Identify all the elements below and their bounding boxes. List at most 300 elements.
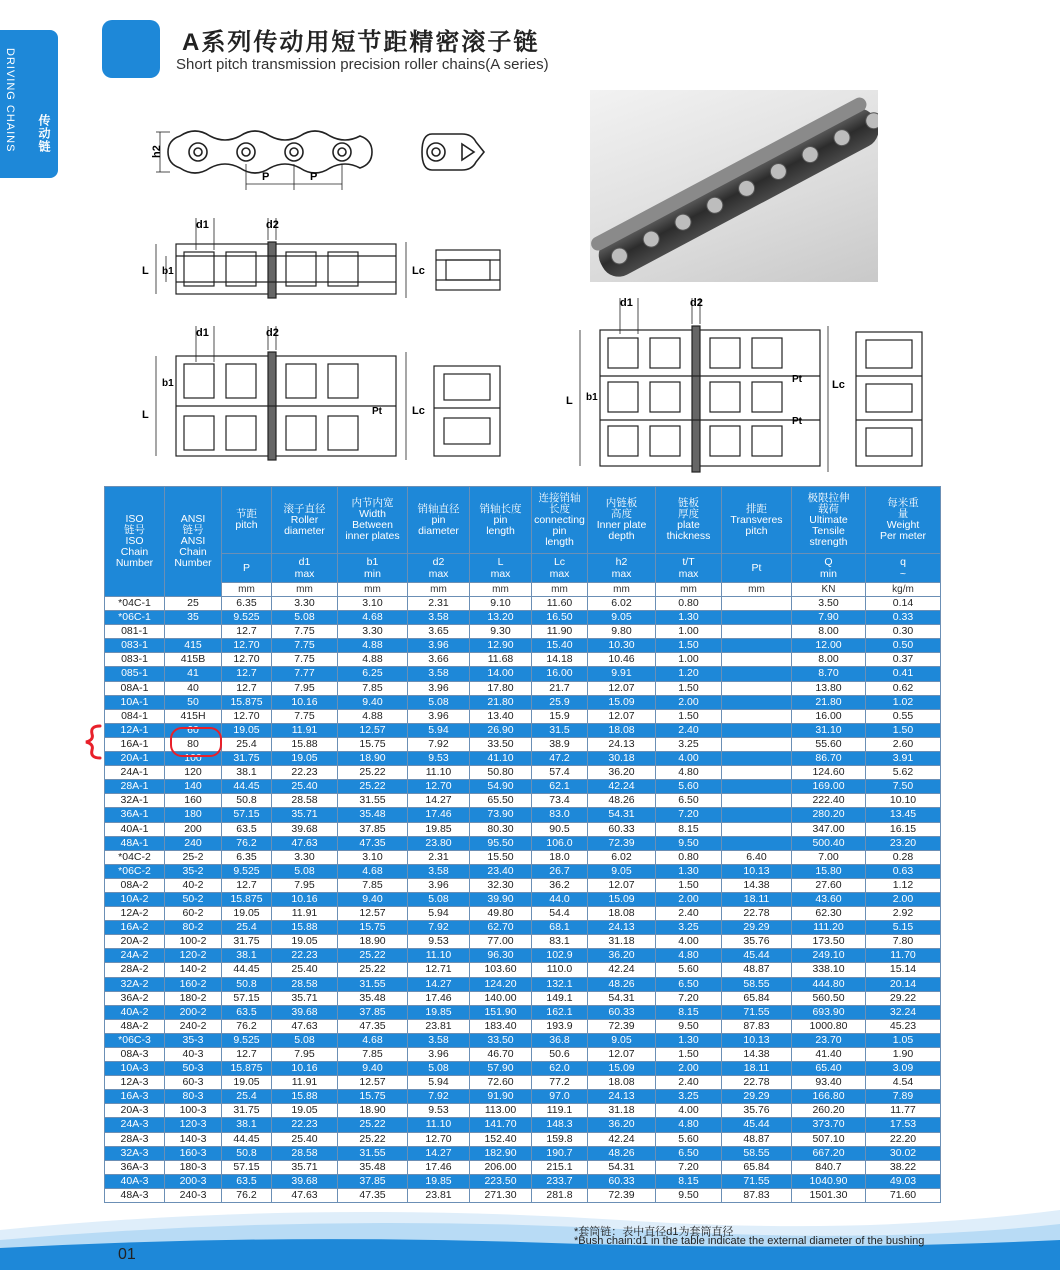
table-row [105, 1048, 941, 1062]
table-cell: 7.92 [408, 1090, 470, 1104]
table-cell: 7.95 [272, 681, 338, 695]
table-cell: 10A-2 [105, 892, 165, 906]
table-cell: 50.6 [532, 1048, 588, 1062]
table-cell: 26.90 [470, 723, 532, 737]
table-cell: 12.07 [588, 878, 656, 892]
label-lc-a: Lc [412, 265, 425, 277]
table-cell: 45.44 [722, 949, 792, 963]
table-cell: 8.00 [792, 653, 866, 667]
label-p2: P [310, 171, 318, 183]
table-cell: 24.13 [588, 737, 656, 751]
table-cell: 3.25 [656, 921, 722, 935]
table-cell: 1501.30 [792, 1188, 866, 1202]
unit-l: mm [470, 583, 532, 597]
sym-d1-text: d1 max [294, 556, 315, 580]
table-cell: 54.31 [588, 991, 656, 1005]
table-cell: 15.09 [588, 892, 656, 906]
table-cell: 57.15 [222, 991, 272, 1005]
table-cell: 260.20 [792, 1104, 866, 1118]
table-cell: 31.55 [338, 794, 408, 808]
table-cell: 2.92 [866, 907, 941, 921]
table-cell: 11.70 [866, 949, 941, 963]
label-b1-a: b1 [162, 266, 174, 277]
table-cell: 25.40 [272, 963, 338, 977]
table-cell: 6.50 [656, 1146, 722, 1160]
table-cell: 62.0 [532, 1062, 588, 1076]
table-cell: 42.24 [588, 780, 656, 794]
table-cell: 14.00 [470, 667, 532, 681]
table-cell: 1.50 [866, 723, 941, 737]
table-cell: 18.11 [722, 892, 792, 906]
table-row [105, 1005, 941, 1019]
table-cell: 65.84 [722, 1160, 792, 1174]
table-cell: 7.95 [272, 878, 338, 892]
table-cell: 0.50 [866, 639, 941, 653]
table-cell: 24A-3 [105, 1118, 165, 1132]
table-cell: 23.20 [866, 836, 941, 850]
table-cell: 149.1 [532, 991, 588, 1005]
table-cell [722, 681, 792, 695]
table-cell: 72.39 [588, 1188, 656, 1202]
table-cell: 15.75 [338, 921, 408, 935]
chain-spec-table [104, 486, 941, 1203]
header-pin-length [470, 487, 532, 554]
unit-d2: mm [408, 583, 470, 597]
table-cell: 124.60 [792, 766, 866, 780]
table-cell: 68.1 [532, 921, 588, 935]
table-cell: 12.70 [222, 639, 272, 653]
header-tensile-text: 极限拉伸 载荷 Ultimate Tensile strength [807, 491, 850, 548]
table-cell: 77.2 [532, 1076, 588, 1090]
table-cell: 62.30 [792, 907, 866, 921]
table-cell: 29.29 [722, 1090, 792, 1104]
table-cell: 4.54 [866, 1076, 941, 1090]
table-row [105, 737, 941, 751]
table-cell: 40-2 [165, 878, 222, 892]
table-cell: 132.1 [532, 977, 588, 991]
table-cell: 13.80 [792, 681, 866, 695]
table-cell: 57.15 [222, 808, 272, 822]
sym-b1-text: b1 min [364, 556, 381, 580]
table-cell: 9.05 [588, 1033, 656, 1047]
table-cell: 124.20 [470, 977, 532, 991]
table-row [105, 1132, 941, 1146]
table-cell: 13.40 [470, 709, 532, 723]
table-cell: 40-3 [165, 1048, 222, 1062]
double-strand-top-diagram [136, 322, 516, 470]
table-cell: 15.09 [588, 695, 656, 709]
table-cell: 50-3 [165, 1062, 222, 1076]
table-cell: 80 [165, 737, 222, 751]
table-cell: 3.96 [408, 709, 470, 723]
table-cell: 667.20 [792, 1146, 866, 1160]
table-cell: 0.30 [866, 625, 941, 639]
table-cell: 35.48 [338, 808, 408, 822]
table-cell: 47.63 [272, 836, 338, 850]
table-cell: 100-2 [165, 935, 222, 949]
table-cell: 2.00 [866, 892, 941, 906]
table-cell: 36.20 [588, 1118, 656, 1132]
table-cell: 3.50 [792, 597, 866, 611]
table-cell: 17.46 [408, 808, 470, 822]
table-cell: 3.25 [656, 1090, 722, 1104]
table-cell: 40A-3 [105, 1174, 165, 1188]
table-row [105, 1174, 941, 1188]
table-row [105, 1146, 941, 1160]
table-cell: 2.40 [656, 723, 722, 737]
table-cell: 8.00 [792, 625, 866, 639]
table-cell: 25.22 [338, 1132, 408, 1146]
footnote-cn: *套筒链：表中直径d1为套筒直径 [574, 1226, 734, 1238]
table-cell: 200 [165, 822, 222, 836]
table-row [105, 625, 941, 639]
table-cell: 5.08 [272, 611, 338, 625]
table-cell: 7.92 [408, 737, 470, 751]
table-row [105, 723, 941, 737]
table-cell: 15.875 [222, 892, 272, 906]
table-cell: 081-1 [105, 625, 165, 639]
table-cell: 166.80 [792, 1090, 866, 1104]
table-cell: 0.28 [866, 850, 941, 864]
table-cell: 11.10 [408, 1118, 470, 1132]
table-cell: 1.12 [866, 878, 941, 892]
table-cell: 1.50 [656, 639, 722, 653]
table-cell: 1.90 [866, 1048, 941, 1062]
table-cell: 38.1 [222, 766, 272, 780]
table-cell: 1.30 [656, 1033, 722, 1047]
table-cell: 23.80 [408, 836, 470, 850]
table-cell: 50 [165, 695, 222, 709]
table-cell: 28.58 [272, 794, 338, 808]
sym-t-text: t/T max [678, 556, 699, 580]
table-row [105, 1033, 941, 1047]
table-cell: 71.60 [866, 1188, 941, 1202]
table-cell: 16.00 [792, 709, 866, 723]
table-cell: 840.7 [792, 1160, 866, 1174]
table-cell: 95.50 [470, 836, 532, 850]
table-cell: 12.7 [222, 667, 272, 681]
table-cell: 25.4 [222, 921, 272, 935]
table-cell: 16.00 [532, 667, 588, 681]
table-cell [722, 639, 792, 653]
label-d1-c: d1 [620, 297, 633, 309]
table-cell: 40A-1 [105, 822, 165, 836]
table-cell: 31.75 [222, 935, 272, 949]
table-cell: 93.40 [792, 1076, 866, 1090]
table-cell: 32A-1 [105, 794, 165, 808]
table-cell: 31.55 [338, 1146, 408, 1160]
table-cell: 1.00 [656, 625, 722, 639]
header-plate-depth-text: 内链板 高度 Inner plate depth [596, 497, 647, 542]
table-cell: 39.68 [272, 1174, 338, 1188]
side-tab-cn: 传动链 [37, 114, 51, 153]
table-cell: 14.27 [408, 794, 470, 808]
table-cell: 12.7 [222, 878, 272, 892]
table-cell: 14.38 [722, 878, 792, 892]
table-cell: 3.09 [866, 1062, 941, 1076]
table-cell: 11.91 [272, 1076, 338, 1090]
table-cell: 73.4 [532, 794, 588, 808]
table-cell: 102.9 [532, 949, 588, 963]
table-cell: 23.81 [408, 1019, 470, 1033]
table-cell: 35 [165, 611, 222, 625]
table-cell: 9.80 [588, 625, 656, 639]
table-cell: 7.75 [272, 625, 338, 639]
table-cell: 38.1 [222, 949, 272, 963]
table-cell: 08A-3 [105, 1048, 165, 1062]
table-cell: 44.45 [222, 963, 272, 977]
table-cell: 63.5 [222, 822, 272, 836]
table-cell [722, 709, 792, 723]
highlight-circle [170, 727, 222, 757]
table-row [105, 836, 941, 850]
table-cell: 160 [165, 794, 222, 808]
table-row [105, 935, 941, 949]
table-cell: 3.66 [408, 653, 470, 667]
table-cell: 20A-1 [105, 752, 165, 766]
table-cell [722, 625, 792, 639]
table-cell: 23.81 [408, 1188, 470, 1202]
header-iso-text: ISO 链号 ISO Chain Number [115, 513, 154, 569]
table-cell: 36.2 [532, 878, 588, 892]
table-cell: 24A-2 [105, 949, 165, 963]
table-cell: *06C-2 [105, 864, 165, 878]
table-cell: 48.26 [588, 977, 656, 991]
table-cell: 14.27 [408, 977, 470, 991]
table-cell: 48A-1 [105, 836, 165, 850]
table-cell: 1040.90 [792, 1174, 866, 1188]
table-cell: 25.4 [222, 1090, 272, 1104]
table-cell: 25.9 [532, 695, 588, 709]
table-cell: 1.02 [866, 695, 941, 709]
table-cell: 36.20 [588, 949, 656, 963]
table-cell: 50.8 [222, 977, 272, 991]
table-cell: 25.22 [338, 1118, 408, 1132]
unit-weight: kg/m [866, 583, 941, 597]
table-row [105, 822, 941, 836]
table-cell: 0.41 [866, 667, 941, 681]
label-b1-b: b1 [162, 378, 174, 389]
table-cell: 5.60 [656, 1132, 722, 1146]
table-cell: 28A-2 [105, 963, 165, 977]
table-cell: 50.8 [222, 1146, 272, 1160]
table-cell: 58.55 [722, 977, 792, 991]
table-cell: 3.25 [656, 737, 722, 751]
table-cell: 1.50 [656, 681, 722, 695]
table-cell: 12.7 [222, 1048, 272, 1062]
table-cell: 4.80 [656, 949, 722, 963]
table-cell: 37.85 [338, 822, 408, 836]
table-cell: 08A-1 [105, 681, 165, 695]
table-row [105, 907, 941, 921]
table-cell: 18.11 [722, 1062, 792, 1076]
table-cell [722, 836, 792, 850]
table-cell: 60 [165, 723, 222, 737]
table-cell: 10.16 [272, 695, 338, 709]
table-cell: 76.2 [222, 836, 272, 850]
table-cell: 9.05 [588, 864, 656, 878]
table-cell: 560.50 [792, 991, 866, 1005]
table-cell: 72.60 [470, 1076, 532, 1090]
table-cell: 25.22 [338, 949, 408, 963]
table-cell: 39.90 [470, 892, 532, 906]
table-cell: 0.14 [866, 597, 941, 611]
unit-pt: mm [722, 583, 792, 597]
chain-side-diagram [150, 118, 380, 198]
table-cell: 4.80 [656, 1118, 722, 1132]
table-cell: 50-2 [165, 892, 222, 906]
table-cell: 19.05 [272, 1104, 338, 1118]
sym-q-text: Q min [820, 556, 837, 580]
table-cell: 271.30 [470, 1188, 532, 1202]
label-l-c: L [566, 395, 573, 407]
label-l-a: L [142, 265, 149, 277]
table-cell: 20A-3 [105, 1104, 165, 1118]
table-cell: 7.00 [792, 850, 866, 864]
header-tensile [792, 487, 866, 554]
table-cell: 3.58 [408, 667, 470, 681]
table-cell: 12.70 [222, 709, 272, 723]
table-cell: 173.50 [792, 935, 866, 949]
header-iso [105, 487, 165, 597]
table-cell: 507.10 [792, 1132, 866, 1146]
table-row [105, 766, 941, 780]
table-row [105, 1118, 941, 1132]
table-cell: 72.39 [588, 836, 656, 850]
table-cell: 106.0 [532, 836, 588, 850]
table-cell [722, 737, 792, 751]
table-cell: 21.80 [792, 695, 866, 709]
table-cell: 6.35 [222, 850, 272, 864]
table-cell: 45.23 [866, 1019, 941, 1033]
unit-t: mm [656, 583, 722, 597]
table-cell: 120-3 [165, 1118, 222, 1132]
table-row [105, 794, 941, 808]
table-cell: 73.90 [470, 808, 532, 822]
table-cell: 347.00 [792, 822, 866, 836]
table-cell: 223.50 [470, 1174, 532, 1188]
side-tab-en: DRIVING CHAINS [4, 48, 16, 153]
table-cell: 29.29 [722, 921, 792, 935]
table-cell: 28A-3 [105, 1132, 165, 1146]
table-cell: 22.78 [722, 1076, 792, 1090]
table-cell: 11.10 [408, 949, 470, 963]
table-cell: 25 [165, 597, 222, 611]
table-cell: 9.50 [656, 836, 722, 850]
header-roller-text: 滚子直径 Roller diameter [283, 502, 326, 537]
table-cell: 2.00 [656, 695, 722, 709]
table-cell: 35.76 [722, 935, 792, 949]
table-cell: 2.00 [656, 892, 722, 906]
single-strand-top-diagram [136, 214, 516, 314]
table-cell: 65.40 [792, 1062, 866, 1076]
table-cell: 110.0 [532, 963, 588, 977]
table-cell: 17.53 [866, 1118, 941, 1132]
table-cell: 11.68 [470, 653, 532, 667]
table-cell: 30.02 [866, 1146, 941, 1160]
table-cell: 12A-2 [105, 907, 165, 921]
table-cell: 7.75 [272, 709, 338, 723]
header-plate-depth [588, 487, 656, 554]
table-cell: 33.50 [470, 1033, 532, 1047]
table-cell [722, 766, 792, 780]
table-cell: 6.40 [722, 850, 792, 864]
table-cell: 08A-2 [105, 878, 165, 892]
table-cell: 8.15 [656, 1174, 722, 1188]
table-cell: 19.85 [408, 1005, 470, 1019]
table-cell: 28.58 [272, 977, 338, 991]
table-cell: 12A-3 [105, 1076, 165, 1090]
table-cell: 084-1 [105, 709, 165, 723]
sym-t [656, 554, 722, 583]
table-cell: 3.96 [408, 681, 470, 695]
table-cell: 9.525 [222, 864, 272, 878]
table-cell: 62.1 [532, 780, 588, 794]
table-row [105, 864, 941, 878]
table-cell: 693.90 [792, 1005, 866, 1019]
table-cell: 169.00 [792, 780, 866, 794]
table-cell: 15.40 [532, 639, 588, 653]
table-cell: 15.88 [272, 1090, 338, 1104]
table-cell [722, 794, 792, 808]
page-title-en: Short pitch transmission precision roller chains(A series) [176, 56, 549, 73]
table-cell: 71.55 [722, 1174, 792, 1188]
table-cell: 11.77 [866, 1104, 941, 1118]
table-cell: 140.00 [470, 991, 532, 1005]
table-cell: 190.7 [532, 1146, 588, 1160]
table-cell: 11.10 [408, 766, 470, 780]
table-cell: 38.9 [532, 737, 588, 751]
table-cell: 222.40 [792, 794, 866, 808]
table-cell: 35.48 [338, 1160, 408, 1174]
table-row [105, 1076, 941, 1090]
table-cell: 0.55 [866, 709, 941, 723]
label-b1-c: b1 [586, 392, 598, 403]
label-l-b: L [142, 409, 149, 421]
sym-d2 [408, 554, 470, 583]
table-cell: 1.50 [656, 878, 722, 892]
table-cell: 11.91 [272, 723, 338, 737]
table-cell: 373.70 [792, 1118, 866, 1132]
table-cell: 15.9 [532, 709, 588, 723]
table-cell: 140 [165, 780, 222, 794]
table-cell: 18.08 [588, 723, 656, 737]
table-cell: 15.75 [338, 737, 408, 751]
table-cell: 54.31 [588, 1160, 656, 1174]
table-cell: 444.80 [792, 977, 866, 991]
table-cell: 80-2 [165, 921, 222, 935]
table-cell: 183.40 [470, 1019, 532, 1033]
table-cell: 5.08 [272, 1033, 338, 1047]
table-cell: 338.10 [792, 963, 866, 977]
header-transverse-pitch-text: 排距 Transveres pitch [730, 502, 783, 537]
table-cell: 36.8 [532, 1033, 588, 1047]
triple-strand-top-diagram [560, 292, 940, 476]
table-cell: 151.90 [470, 1005, 532, 1019]
table-cell: 83.1 [532, 935, 588, 949]
table-cell: 140-2 [165, 963, 222, 977]
header-pin-diameter [408, 487, 470, 554]
page-number: 01 [118, 1246, 136, 1263]
table-cell: 31.75 [222, 1104, 272, 1118]
table-cell: 16A-3 [105, 1090, 165, 1104]
table-cell: 20.14 [866, 977, 941, 991]
header-pin-length-text: 销轴长度 pin length [479, 502, 522, 537]
table-cell: 159.8 [532, 1132, 588, 1146]
table-cell: 13.45 [866, 808, 941, 822]
table-cell: 76.2 [222, 1019, 272, 1033]
table-cell: 7.85 [338, 878, 408, 892]
